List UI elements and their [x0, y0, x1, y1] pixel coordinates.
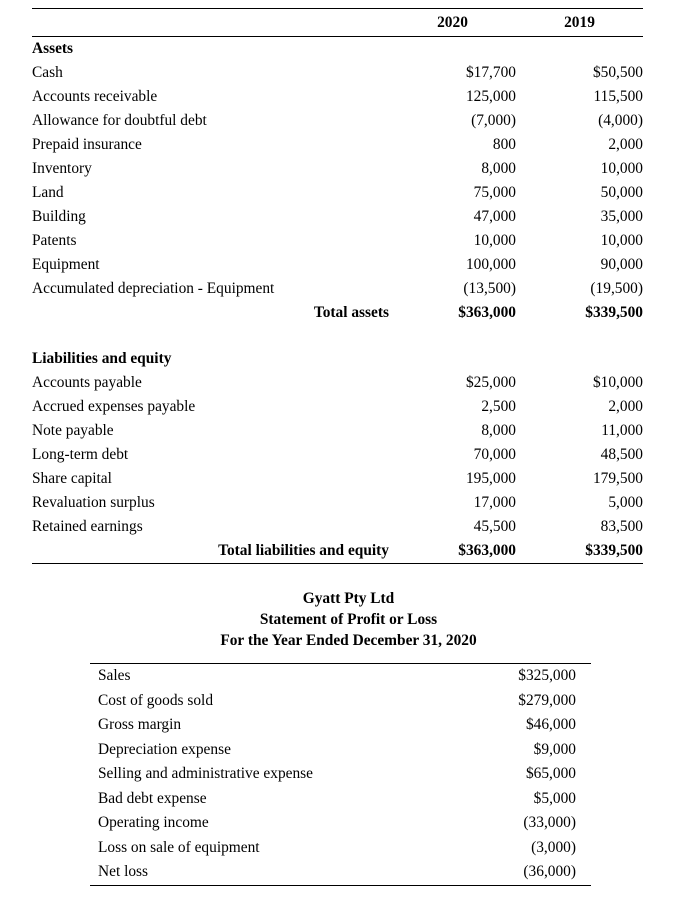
table-row: [90, 811, 591, 836]
row-label: Long-term debt: [32, 446, 129, 463]
table-row: [32, 371, 643, 395]
row-value-2019: 35,000: [600, 208, 643, 225]
row-value-2020: 800: [492, 136, 516, 153]
row-value-2020: 8,000: [481, 160, 516, 177]
row-label: Gross margin: [98, 716, 182, 733]
row-value-2019: $50,500: [592, 64, 643, 81]
row-label: Retained earnings: [32, 518, 143, 535]
table-row: [32, 133, 643, 157]
row-value-2019: 115,500: [593, 88, 643, 105]
row-label: Share capital: [32, 470, 112, 487]
empty-cell: [389, 347, 516, 371]
table-row: [32, 277, 643, 301]
table-row: [32, 85, 643, 109]
total-value-2019: $339,500: [585, 304, 643, 321]
empty-cell: [516, 325, 643, 347]
row-value-2020: 45,500: [473, 518, 516, 535]
row-value-2019: 179,500: [592, 470, 643, 487]
row-value-2020: 8,000: [481, 422, 516, 439]
table-row: [32, 395, 643, 419]
row-value-2019: 5,000: [608, 494, 643, 511]
row-label: Revaluation surplus: [32, 494, 155, 511]
total-row-liabilities-and-equity: [32, 539, 643, 564]
table-row: [90, 787, 591, 812]
table-row: [90, 860, 591, 885]
row-value-2020: 70,000: [473, 446, 516, 463]
row-value-2019: $10,000: [592, 374, 643, 391]
table-row: [90, 738, 591, 763]
row-label: Cost of goods sold: [98, 691, 214, 709]
row-label: Note payable: [32, 422, 114, 439]
row-value-2019: 48,500: [600, 446, 643, 463]
table-row: [32, 205, 643, 229]
table-row: [90, 836, 591, 861]
row-value-2019: 83,500: [600, 518, 643, 535]
row-value-2020: 195,000: [465, 470, 516, 487]
table-row: [90, 689, 591, 714]
table-row: [32, 443, 643, 467]
header-spacer: [32, 9, 389, 37]
profit-loss-table: [90, 663, 591, 886]
row-label: Loss on sale of equipment: [98, 838, 260, 856]
table-row: [32, 515, 643, 539]
table-row: [32, 253, 643, 277]
row-label: Accrued expenses payable: [32, 398, 196, 415]
row-value: $279,000: [518, 691, 576, 709]
row-value-2019: (4,000): [598, 112, 643, 129]
total-label: Total liabilities and equity: [32, 539, 389, 564]
table-row: [32, 181, 643, 205]
row-label: Inventory: [32, 160, 92, 177]
row-label: Accumulated depreciation - Equipment: [32, 280, 275, 297]
row-label: Cash: [32, 64, 63, 81]
row-label: Sales: [90, 664, 485, 689]
row-label: Selling and administrative expense: [98, 765, 313, 782]
row-value-2020: 10,000: [473, 232, 516, 249]
row-label: Bad debt expense: [98, 789, 207, 807]
balance-sheet-table: [32, 8, 643, 564]
row-value: $65,000: [525, 765, 576, 782]
row-label: Accounts receivable: [32, 88, 158, 105]
column-header-2019: 2019: [516, 9, 643, 37]
row-value-2020: 2,500: [481, 398, 516, 415]
statement-period: For the Year Ended December 31, 2020: [220, 632, 477, 649]
row-value-2020: $25,000: [465, 374, 516, 391]
row-value-2019: 11,000: [601, 422, 643, 439]
row-value: (33,000): [523, 814, 576, 831]
row-label: Prepaid insurance: [32, 136, 142, 153]
column-header-row: [32, 9, 643, 37]
row-value-2020: 47,000: [473, 208, 516, 225]
row-label: Net loss: [90, 860, 485, 885]
section-heading-row: [32, 37, 643, 62]
empty-cell: [516, 347, 643, 371]
empty-cell: [516, 37, 643, 62]
row-value-2020: 100,000: [465, 256, 516, 273]
row-value-2019: 50,000: [600, 184, 643, 201]
row-value-2020: 125,000: [465, 88, 516, 105]
row-value-2020: 75,000: [473, 184, 516, 201]
total-label: Total assets: [313, 304, 389, 321]
table-row: [90, 762, 591, 787]
table-row: [90, 664, 591, 689]
row-value-2020: (13,500): [463, 280, 516, 297]
row-value: $325,000: [485, 664, 591, 689]
section-heading-row: [32, 347, 643, 371]
section-heading-liabilities-and-equity: Liabilities and equity: [32, 350, 172, 367]
empty-cell: [32, 325, 389, 347]
row-value-2019: 10,000: [600, 232, 643, 249]
empty-cell: [389, 325, 516, 347]
table-row: [32, 61, 643, 85]
table-row: [32, 229, 643, 253]
balance-sheet: [32, 8, 643, 564]
row-value-2019: (19,500): [590, 280, 643, 297]
statement-name: Statement of Profit or Loss: [259, 611, 438, 628]
section-gap: [32, 325, 643, 347]
row-value-2019: 2,000: [608, 136, 643, 153]
row-value: (3,000): [531, 838, 576, 856]
row-value-2020: (7,000): [471, 112, 516, 129]
row-label: Land: [32, 184, 64, 201]
total-row-assets: [32, 301, 643, 325]
row-label: Equipment: [32, 256, 100, 273]
table-row: [32, 491, 643, 515]
table-row: [32, 419, 643, 443]
profit-loss-title-block: [0, 588, 693, 651]
empty-cell: [389, 37, 516, 62]
table-row: [32, 157, 643, 181]
row-value: (36,000): [485, 860, 591, 885]
column-header-2020: 2020: [389, 9, 516, 37]
total-value-2020: $363,000: [389, 539, 516, 564]
row-value-2020: $17,700: [465, 64, 516, 81]
total-value-2019: $339,500: [516, 539, 643, 564]
row-value-2019: 10,000: [600, 160, 643, 177]
table-row: [32, 467, 643, 491]
profit-loss-statement: [90, 663, 591, 886]
row-label: Building: [32, 208, 86, 225]
row-label: Depreciation expense: [98, 740, 231, 758]
section-heading-assets: Assets: [32, 40, 74, 57]
row-value: $5,000: [533, 789, 576, 807]
table-row: [90, 713, 591, 738]
row-value: $9,000: [533, 740, 576, 758]
row-label: Allowance for doubtful debt: [32, 112, 207, 129]
row-label: Operating income: [98, 814, 209, 831]
row-label: Patents: [32, 232, 77, 249]
row-value-2019: 90,000: [600, 256, 643, 273]
row-value-2020: 17,000: [473, 494, 516, 511]
row-value-2019: 2,000: [608, 398, 643, 415]
row-label: Accounts payable: [32, 374, 142, 391]
row-value: $46,000: [525, 716, 576, 733]
company-name: Gyatt Pty Ltd: [302, 590, 395, 607]
total-value-2020: $363,000: [458, 304, 516, 321]
table-row: [32, 109, 643, 133]
